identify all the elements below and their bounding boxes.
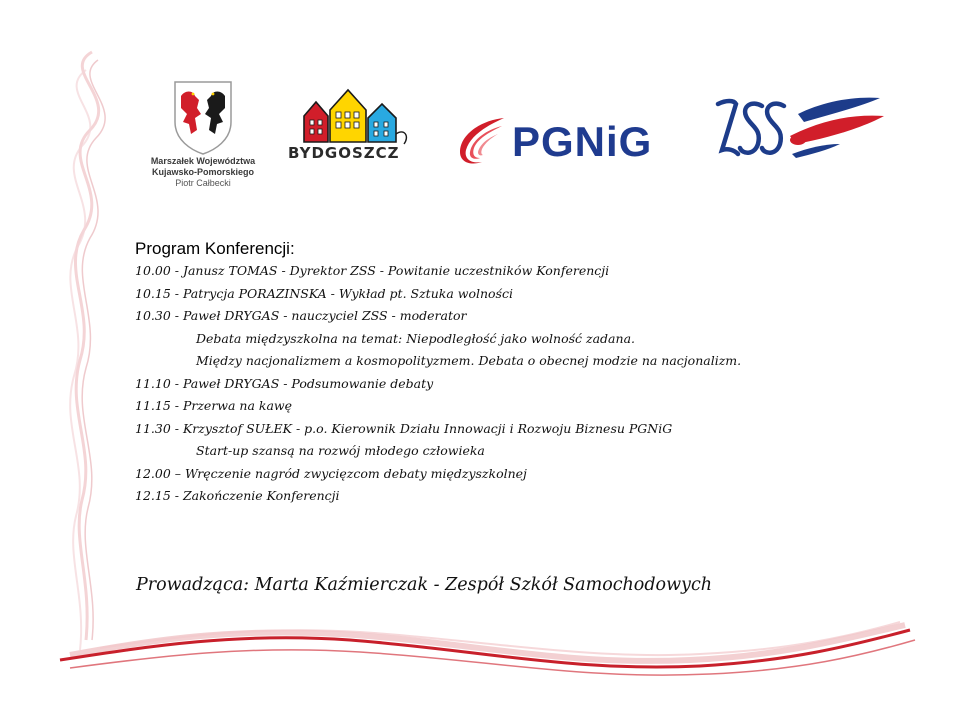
marshal-line-1: Marszałek Województwa xyxy=(150,156,256,166)
program-line: Między nacjonalizmem a kosmopolityzmem. Debata o obecnej modzie na nacjonalizm. xyxy=(196,353,742,368)
griffin-coat-of-arms-icon xyxy=(171,78,235,156)
marshal-line-2: Kujawsko-Pomorskiego xyxy=(151,167,255,177)
conference-program xyxy=(135,238,935,508)
marshal-logo xyxy=(138,78,268,206)
program-line: Start-up szansą na rozwój młodego człowieka xyxy=(196,443,485,458)
zss-logo-icon xyxy=(712,92,888,172)
program-title: Program Konferencji: xyxy=(135,239,295,258)
zss-logo xyxy=(712,92,888,172)
program-line: 11.15 - Przerwa na kawę xyxy=(135,398,293,413)
colored-houses-icon xyxy=(284,88,422,148)
pgnig-logo xyxy=(452,112,672,170)
bydgoszcz-logo xyxy=(284,88,422,170)
program-line: 11.10 - Paweł DRYGAS - Podsumowanie debaty xyxy=(135,375,434,391)
pgnig-wordmark: PGNiG xyxy=(512,118,653,165)
program-line: 10.00 - Janusz TOMAS - Dyrektor ZSS - Powitanie uczestników Konferencji xyxy=(135,263,610,278)
marshal-line-3: Piotr Całbecki xyxy=(175,178,231,188)
program-line: 10.15 - Patrycja PORAZINSKA - Wykład pt. Sztuka wolności xyxy=(135,285,513,301)
bydgoszcz-wordmark: BYDGOSZCZ xyxy=(288,144,400,162)
program-line: 11.30 - Krzysztof SUŁEK - p.o. Kierownik Działu Innowacji i Rozwoju Biznesu PGNiG xyxy=(135,420,673,436)
program-line: 12.15 - Zakończenie Konferencji xyxy=(135,488,340,503)
program-line: Debata międzyszkolna na temat: Niepodległość jako wolność zadana. xyxy=(196,330,635,346)
flame-swoosh-icon xyxy=(452,112,510,170)
program-line: 10.30 - Paweł DRYGAS - nauczyciel ZSS - moderator xyxy=(135,308,467,323)
program-lines xyxy=(135,260,935,508)
moderator-line: Prowadząca: Marta Kaźmierczak - Zespół Szkół Samochodowych xyxy=(136,575,713,595)
program-line: 12.00 – Wręczenie nagród zwycięzcom debaty międzyszkolnej xyxy=(135,465,527,481)
